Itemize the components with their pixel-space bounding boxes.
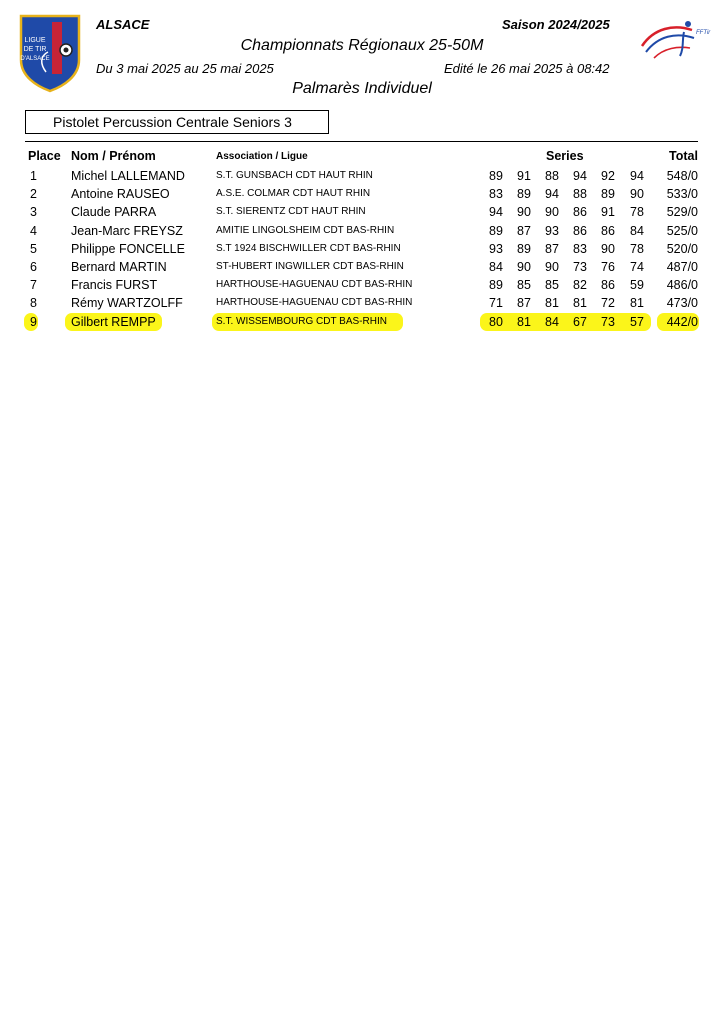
table-row — [0, 240, 724, 258]
name-cell: Rémy WARTZOLFF — [71, 296, 183, 310]
association-cell: ST-HUBERT INGWILLER CDT BAS-RHIN — [216, 261, 404, 272]
name-cell: Bernard MARTIN — [71, 260, 167, 274]
table-row — [0, 294, 724, 312]
col-header-association: Association / Ligue — [216, 151, 308, 162]
series-score-cell: 84 — [545, 315, 559, 329]
series-score-cell: 78 — [630, 242, 644, 256]
place-cell: 7 — [30, 278, 37, 292]
series-score-cell: 90 — [545, 205, 559, 219]
series-score-cell: 84 — [489, 260, 503, 274]
association-cell: S.T. WISSEMBOURG CDT BAS-RHIN — [216, 316, 387, 327]
series-score-cell: 87 — [517, 224, 531, 238]
svg-text:D'ALSACE: D'ALSACE — [20, 56, 50, 62]
name-cell: Michel LALLEMAND — [71, 169, 185, 183]
series-score-cell: 81 — [573, 296, 587, 310]
series-score-cell: 83 — [489, 187, 503, 201]
table-row — [0, 167, 724, 185]
series-score-cell: 81 — [630, 296, 644, 310]
table-row — [0, 313, 724, 331]
series-score-cell: 81 — [517, 315, 531, 329]
series-score-cell: 87 — [545, 242, 559, 256]
series-score-cell: 85 — [517, 278, 531, 292]
name-cell: Gilbert REMPP — [71, 315, 156, 329]
series-score-cell: 57 — [630, 315, 644, 329]
place-cell: 9 — [30, 315, 37, 329]
edited-timestamp: Edité le 26 mai 2025 à 08:42 — [444, 61, 610, 76]
series-score-cell: 94 — [630, 169, 644, 183]
table-row — [0, 222, 724, 240]
series-score-cell: 81 — [545, 296, 559, 310]
association-cell: HARTHOUSE-HAGUENAU CDT BAS-RHIN — [216, 297, 413, 308]
name-cell: Claude PARRA — [71, 205, 157, 219]
series-score-cell: 88 — [573, 187, 587, 201]
association-cell: S.T. SIERENTZ CDT HAUT RHIN — [216, 206, 366, 217]
total-cell: 442/0 — [666, 315, 698, 329]
series-score-cell: 89 — [601, 187, 615, 201]
series-score-cell: 87 — [517, 296, 531, 310]
season-label: Saison 2024/2025 — [502, 17, 610, 32]
total-cell: 486/0 — [666, 278, 698, 292]
series-score-cell: 86 — [601, 224, 615, 238]
total-cell: 520/0 — [666, 242, 698, 256]
series-score-cell: 74 — [630, 260, 644, 274]
place-cell: 3 — [30, 205, 37, 219]
series-score-cell: 82 — [573, 278, 587, 292]
name-cell: Philippe FONCELLE — [71, 242, 185, 256]
col-header-place: Place — [28, 149, 61, 163]
series-score-cell: 76 — [601, 260, 615, 274]
col-header-series: Series — [546, 149, 584, 163]
series-score-cell: 89 — [489, 224, 503, 238]
series-score-cell: 86 — [573, 205, 587, 219]
series-score-cell: 89 — [489, 169, 503, 183]
col-header-name: Nom / Prénom — [71, 149, 156, 163]
association-cell: A.S.E. COLMAR CDT HAUT RHIN — [216, 188, 371, 199]
name-cell: Jean-Marc FREYSZ — [71, 224, 183, 238]
series-score-cell: 90 — [545, 260, 559, 274]
name-cell: Francis FURST — [71, 278, 158, 292]
association-cell: S.T. GUNSBACH CDT HAUT RHIN — [216, 170, 373, 181]
place-cell: 1 — [30, 169, 37, 183]
series-score-cell: 93 — [545, 224, 559, 238]
place-cell: 2 — [30, 187, 37, 201]
region-label: ALSACE — [96, 17, 150, 32]
svg-text:FFTir: FFTir — [696, 30, 711, 36]
series-score-cell: 83 — [573, 242, 587, 256]
association-cell: HARTHOUSE-HAGUENAU CDT BAS-RHIN — [216, 279, 413, 290]
name-cell: Antoine RAUSEO — [71, 187, 170, 201]
svg-text:DE TIR: DE TIR — [23, 46, 47, 53]
series-score-cell: 89 — [517, 242, 531, 256]
series-score-cell: 73 — [573, 260, 587, 274]
series-score-cell: 80 — [489, 315, 503, 329]
series-score-cell: 94 — [573, 169, 587, 183]
place-cell: 5 — [30, 242, 37, 256]
total-cell: 473/0 — [666, 296, 698, 310]
series-score-cell: 90 — [601, 242, 615, 256]
place-cell: 4 — [30, 224, 37, 238]
series-score-cell: 86 — [601, 278, 615, 292]
series-score-cell: 92 — [601, 169, 615, 183]
series-score-cell: 91 — [601, 205, 615, 219]
col-header-total: Total — [669, 149, 698, 163]
series-score-cell: 85 — [545, 278, 559, 292]
series-score-cell: 89 — [489, 278, 503, 292]
series-score-cell: 71 — [489, 296, 503, 310]
table-row — [0, 258, 724, 276]
series-score-cell: 93 — [489, 242, 503, 256]
series-score-cell: 91 — [517, 169, 531, 183]
series-score-cell: 84 — [630, 224, 644, 238]
header-divider — [25, 141, 698, 142]
series-score-cell: 90 — [517, 205, 531, 219]
association-cell: AMITIE LINGOLSHEIM CDT BAS-RHIN — [216, 225, 395, 236]
total-cell: 529/0 — [666, 205, 698, 219]
series-score-cell: 59 — [630, 278, 644, 292]
series-score-cell: 90 — [517, 260, 531, 274]
series-score-cell: 86 — [573, 224, 587, 238]
series-score-cell: 88 — [545, 169, 559, 183]
place-cell: 8 — [30, 296, 37, 310]
table-row — [0, 203, 724, 221]
series-score-cell: 94 — [545, 187, 559, 201]
place-cell: 6 — [30, 260, 37, 274]
page-subtitle: Palmarès Individuel — [292, 80, 432, 97]
series-score-cell: 73 — [601, 315, 615, 329]
series-score-cell: 90 — [630, 187, 644, 201]
total-cell: 487/0 — [666, 260, 698, 274]
series-score-cell: 89 — [517, 187, 531, 201]
table-row — [0, 276, 724, 294]
total-cell: 525/0 — [666, 224, 698, 238]
championship-title: Championnats Régionaux 25-50M — [240, 37, 484, 54]
date-range: Du 3 mai 2025 au 25 mai 2025 — [96, 61, 274, 76]
total-cell: 548/0 — [666, 169, 698, 183]
series-score-cell: 94 — [489, 205, 503, 219]
series-score-cell: 67 — [573, 315, 587, 329]
association-cell: S.T 1924 BISCHWILLER CDT BAS-RHIN — [216, 243, 401, 254]
category-box: Pistolet Percussion Centrale Seniors 3 — [25, 110, 329, 134]
total-cell: 533/0 — [666, 187, 698, 201]
table-row — [0, 185, 724, 203]
svg-text:LIGUE: LIGUE — [24, 37, 46, 44]
series-score-cell: 78 — [630, 205, 644, 219]
series-score-cell: 72 — [601, 296, 615, 310]
